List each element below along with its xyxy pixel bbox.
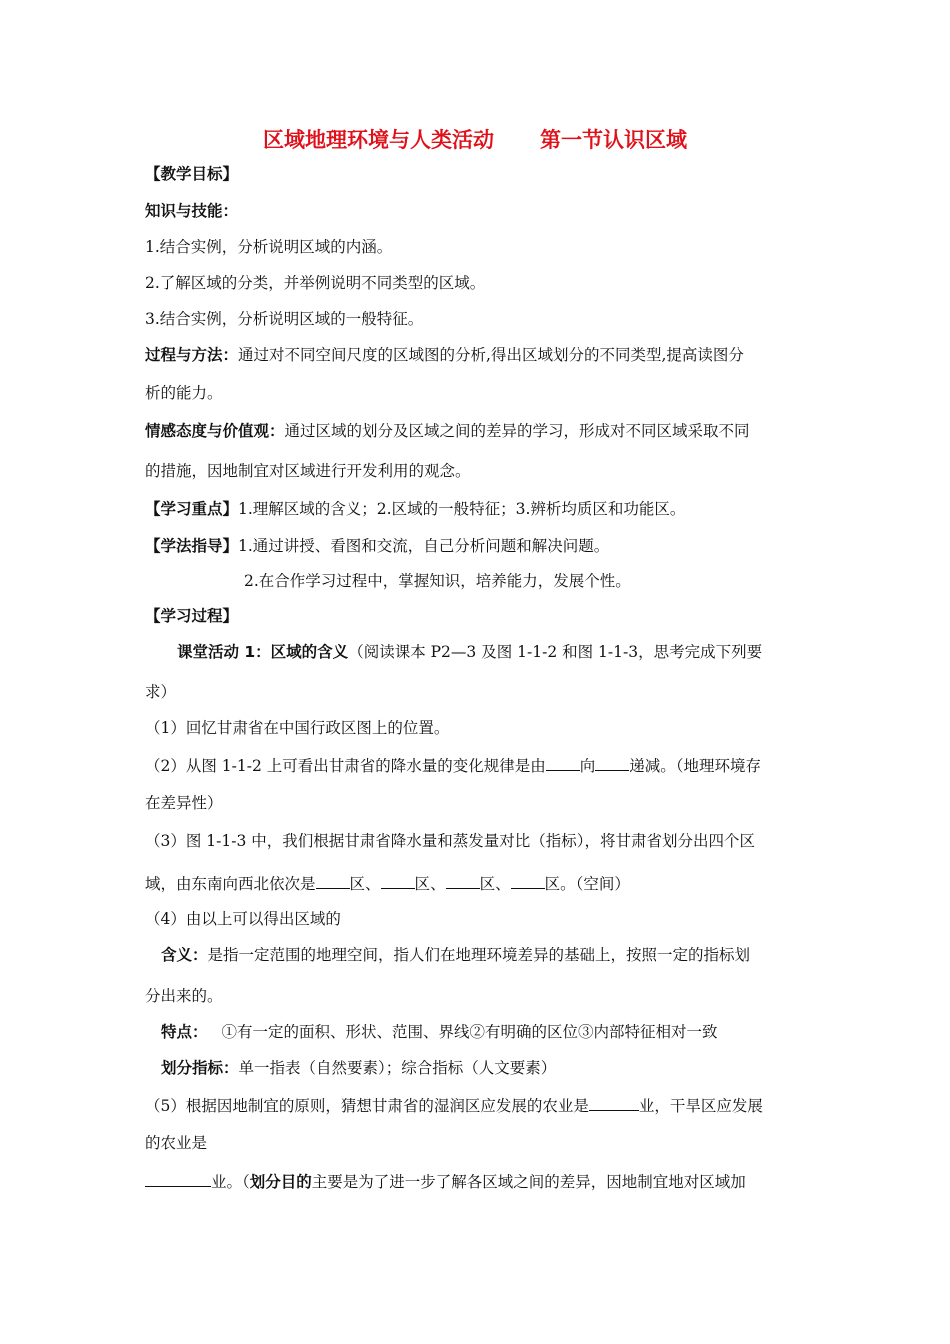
document-title (0, 124, 950, 154)
index-label: 划分指标： (161, 1059, 239, 1077)
feature-text: ①有一定的面积、形状、范围、界线②有明确的区位③内部特征相对一致 (221, 1023, 718, 1041)
purpose-label: 划分目的 (249, 1173, 312, 1191)
question-2-cont: 在差异性） (145, 794, 223, 812)
goals-heading: 【教学目标】 (145, 165, 239, 183)
question-1: （1）回忆甘肃省在中国行政区图上的位置。 (145, 719, 450, 737)
question-2-text-a: （2）从图 1-1-2 上可看出甘肃省的降水量的变化规律是由 (145, 757, 546, 775)
question-3-end: 。（空间） (560, 875, 630, 893)
question-5-text-d: 业。（ (211, 1173, 250, 1191)
emotion-text-cont: 的措施，因地制宜对区域进行开发利用的观念。 (145, 462, 471, 480)
separator-1: 、 (365, 875, 381, 893)
question-2-text-b: 向 (579, 757, 596, 775)
focus-text: 1.理解区域的含义；2.区域的一般特征；3.辨析均质区和功能区。 (238, 500, 686, 518)
process-method-label: 过程与方法： (145, 346, 239, 364)
index-text: 单一指表（自然要素）；综合指标（人文要素） (238, 1059, 557, 1077)
question-5 (145, 1095, 810, 1116)
activity-line (177, 642, 810, 662)
emotion-text: 通过区域的划分及区域之间的差异的学习，形成对不同区域采取不同 (284, 422, 750, 440)
question-5-text-b: 业，干旱区应发展 (638, 1097, 763, 1115)
feature-line (161, 1022, 810, 1042)
goal-item-1: 1.结合实例，分析说明区域的内涵。 (145, 238, 393, 256)
process-heading: 【学习过程】 (145, 607, 239, 625)
question-3: （3）图 1-1-3 中，我们根据甘肃省降水量和蒸发量对比（指标），将甘肃省划分出四个区 (145, 832, 756, 850)
meaning-text: 是指一定范围的地理空间，指人们在地理环境差异的基础上，按照一定的指标划 (207, 946, 751, 964)
purpose-text: 主要是为了进一步了解各区域之间的差异，因地制宜地对区域加 (311, 1173, 746, 1191)
blank-q2-2[interactable] (595, 755, 629, 771)
title-part1: 区域地理环境与人类活动 (263, 128, 494, 152)
knowledge-heading: 知识与技能： (145, 202, 239, 220)
process-method-text-cont: 析的能力。 (145, 384, 223, 402)
meaning-line (161, 945, 810, 965)
activity-text: （阅读课本 P2—3 及图 1-1-2 和图 1-1-3，思考完成下列要 (348, 643, 763, 661)
guide-line (145, 536, 810, 556)
blank-q3-2[interactable] (381, 873, 415, 889)
activity-text-cont: 求） (145, 683, 177, 701)
guide-label: 【学法指导】 (145, 537, 239, 555)
guide-item-1: 1.通过讲授、看图和交流，自己分析问题和解决问题。 (238, 537, 610, 555)
process-method-line (145, 345, 810, 365)
region-label-4: 区 (544, 875, 561, 893)
blank-q3-1[interactable] (316, 873, 350, 889)
index-line (161, 1058, 810, 1078)
region-label-1: 区 (349, 875, 366, 893)
separator-3: 、 (495, 875, 511, 893)
goal-item-3: 3.结合实例，分析说明区域的一般特征。 (145, 310, 424, 328)
guide-item-2: 2.在合作学习过程中，掌握知识，培养能力，发展个性。 (244, 572, 631, 590)
region-label-3: 区 (479, 875, 496, 893)
emotion-label: 情感态度与价值观： (145, 422, 285, 440)
blank-q3-3[interactable] (446, 873, 480, 889)
focus-line (145, 499, 810, 519)
focus-label: 【学习重点】 (145, 500, 239, 518)
region-label-2: 区 (414, 875, 431, 893)
goal-item-2: 2.了解区域的分类，并举例说明不同类型的区域。 (145, 274, 486, 292)
question-5-cont-2 (145, 1171, 810, 1192)
feature-label: 特点： (161, 1023, 208, 1041)
blank-q2-1[interactable] (546, 755, 580, 771)
question-3-text-b: 域，由东南向西北依次是 (145, 875, 316, 893)
blank-q5-1[interactable] (589, 1095, 639, 1111)
activity-label: 课堂活动 1：区域的含义 (177, 643, 349, 661)
question-5-cont: 的农业是 (145, 1134, 208, 1152)
process-method-text: 通过对不同空间尺度的区域图的分析,得出区域划分的不同类型,提高读图分 (238, 346, 744, 364)
title-part2: 第一节认识区域 (540, 128, 687, 152)
blank-q3-4[interactable] (511, 873, 545, 889)
question-3-cont (145, 873, 810, 894)
blank-q5-2[interactable] (145, 1171, 211, 1187)
emotion-line (145, 421, 810, 441)
question-4: （4）由以上可以得出区域的 (145, 910, 341, 928)
separator-2: 、 (430, 875, 446, 893)
question-5-text-a: （5）根据因地制宜的原则，猜想甘肃省的湿润区应发展的农业是 (145, 1097, 589, 1115)
meaning-text-cont: 分出来的。 (145, 987, 223, 1005)
question-2-text-c: 递减。（地理环境存 (629, 757, 762, 775)
meaning-label: 含义： (161, 946, 208, 964)
question-2 (145, 755, 810, 776)
